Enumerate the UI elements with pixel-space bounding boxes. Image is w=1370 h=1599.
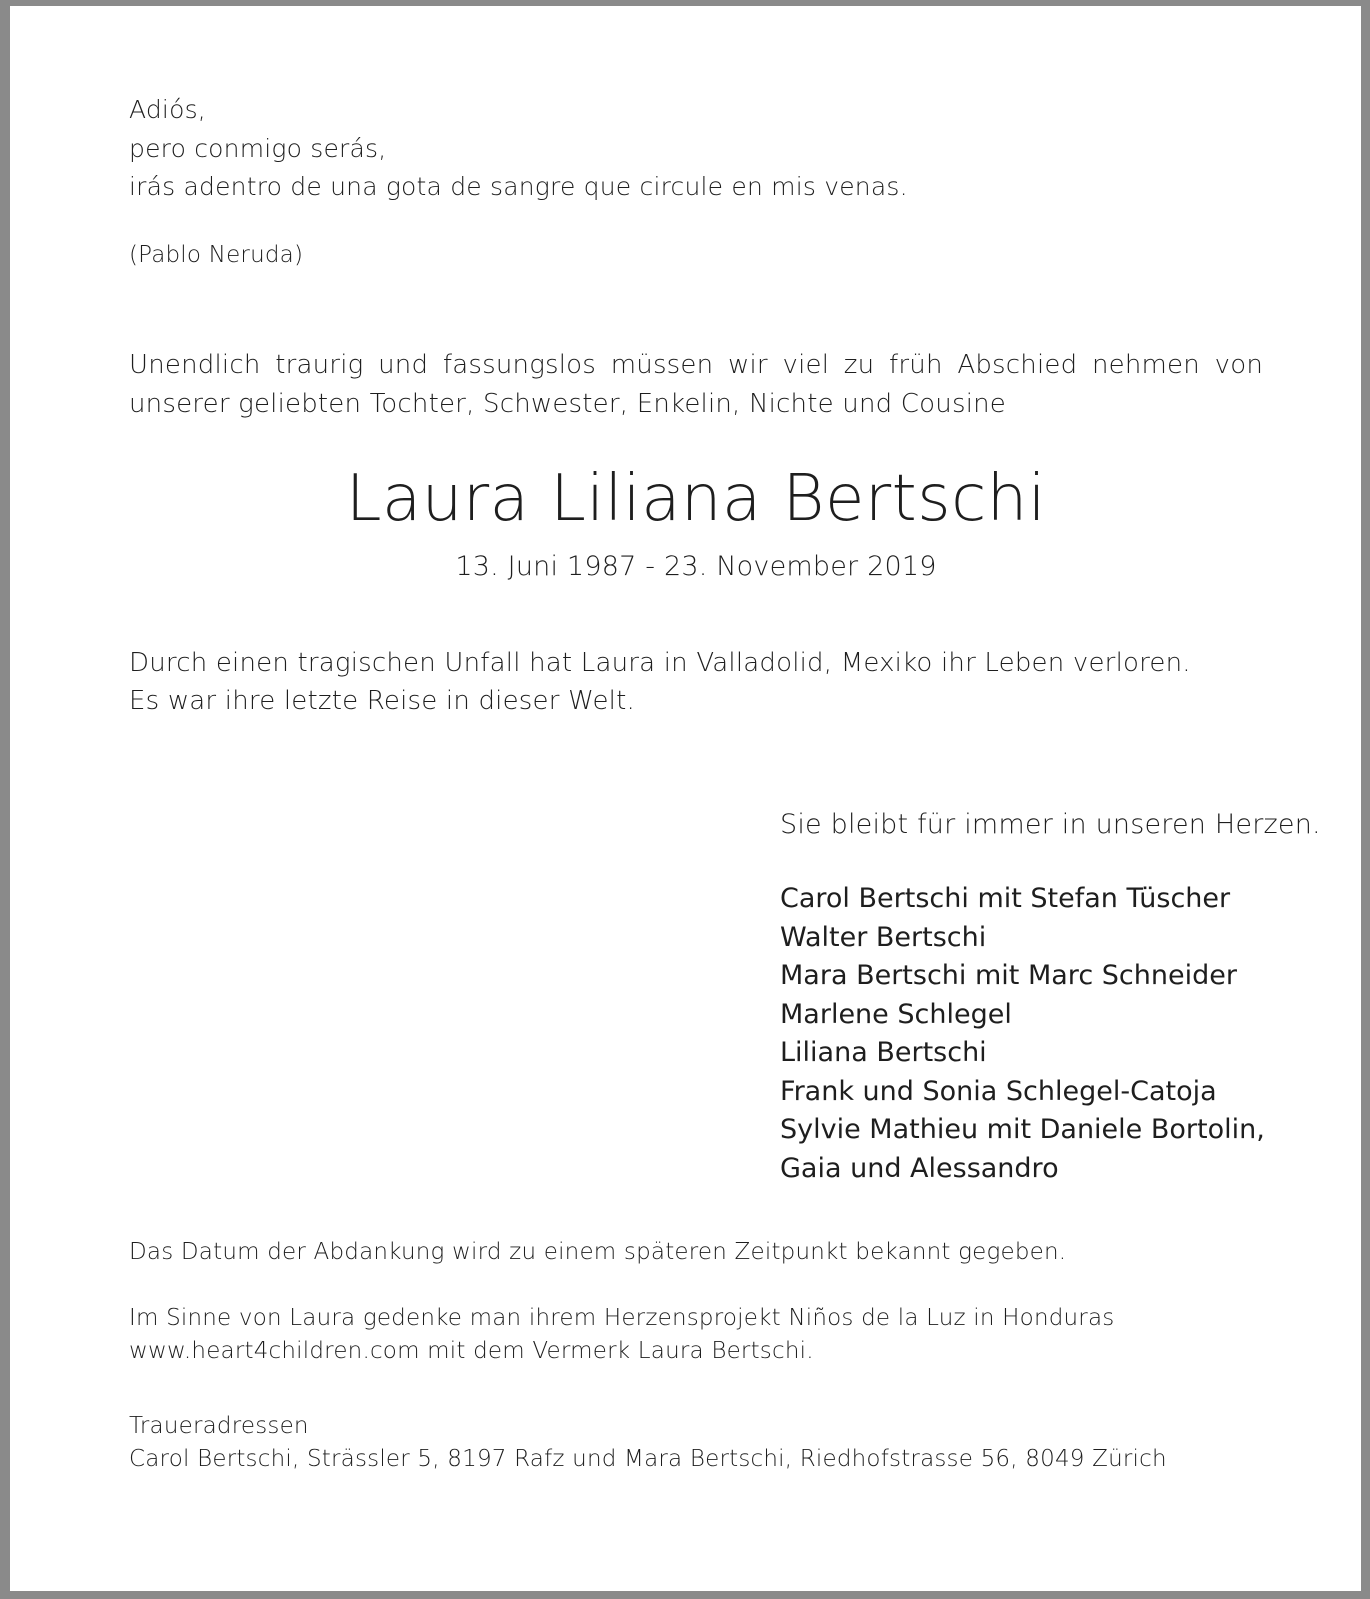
signer-name: Marlene Schlegel — [780, 998, 1012, 1030]
poem-author: (Pablo Neruda) — [129, 242, 304, 268]
poem-line-1: Adiós, — [129, 95, 206, 124]
deceased-dates: 13. Juni 1987 - 23. November 2019 — [455, 551, 937, 582]
signer-name: Sylvie Mathieu mit Daniele Bortolin, — [780, 1114, 1265, 1145]
signer-name: Carol Bertschi mit Stefan Tüscher — [780, 883, 1231, 914]
signer-name: Frank und Sonia Schlegel-Catoja — [780, 1075, 1217, 1107]
poem-line-2: pero conmigo serás, — [129, 134, 387, 163]
addresses-text: Carol Bertschi, Strässler 5, 8197 Rafz und Mara Bertschi, Riedhofstrasse 56, 8049 Zürich — [129, 1446, 1167, 1472]
signers-list — [780, 880, 1265, 1188]
signer-name: Walter Bertschi — [780, 921, 987, 953]
poem-line-3: irás adentro de una gota de sangre que circule en mis venas. — [129, 172, 908, 201]
signer-name: Liliana Bertschi — [780, 1037, 987, 1068]
ceremony-note: Das Datum der Abdankung wird zu einem späteren Zeitpunkt bekannt gegeben. — [129, 1239, 1067, 1265]
deceased-name: Laura Liliana Bertschi — [345, 462, 1047, 536]
signer-name: Gaia und Alessandro — [780, 1152, 1059, 1184]
donation-line-2: www.heart4children.com mit dem Vermerk Laura Bertschi. — [129, 1338, 814, 1364]
intro-text: Unendlich traurig und fassungslos müssen wir viel zu früh Abschied nehmen von unserer geliebten Tochter, Schwester, Enkelin, Nichte und Cousine — [129, 350, 1263, 419]
addresses-heading: Traueradressen — [129, 1413, 309, 1439]
accident-line-1: Durch einen tragischen Unfall hat Laura in Valladolid, Mexiko ihr Leben verloren. — [129, 648, 1191, 678]
accident-line-2: Es war ihre letzte Reise in dieser Welt. — [129, 686, 635, 716]
signer-name: Mara Bertschi mit Marc Schneider — [780, 960, 1237, 991]
donation-line-1: Im Sinne von Laura gedenke man ihrem Herzensprojekt Niños de la Luz in Honduras — [129, 1305, 1115, 1331]
remembrance-text: Sie bleibt für immer in unseren Herzen. — [780, 809, 1321, 840]
